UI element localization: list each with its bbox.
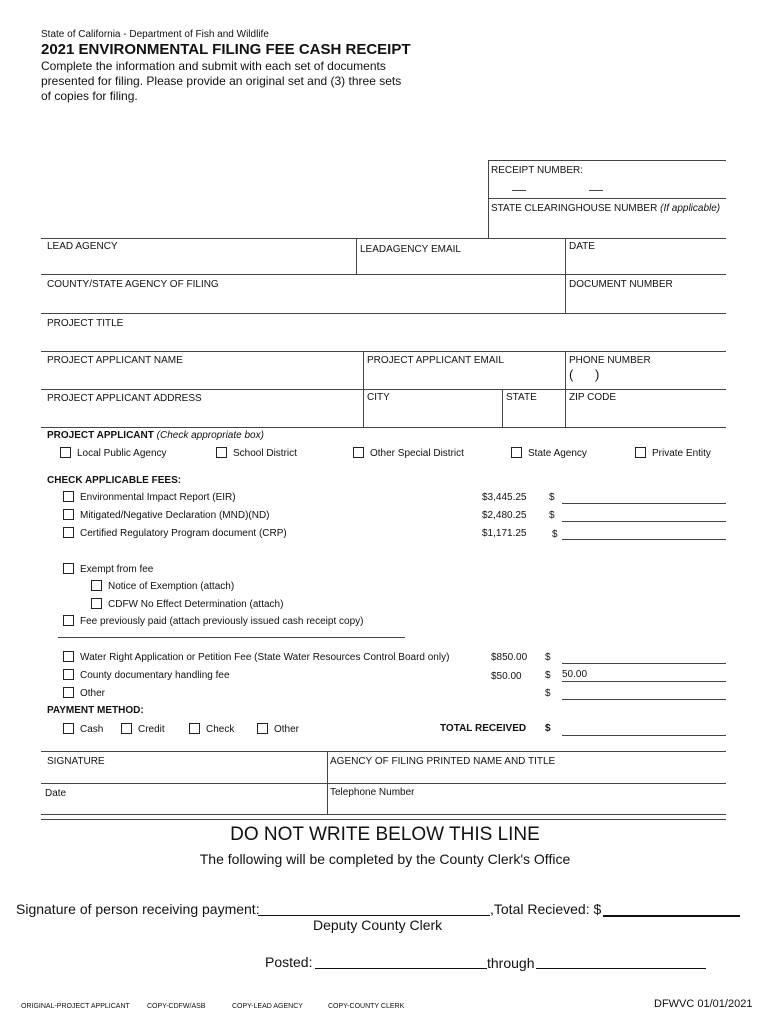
lead-agency-email-label: LEADAGENCY EMAIL <box>360 244 461 255</box>
posted-label: Posted: <box>265 954 313 970</box>
checkbox-pay-other[interactable] <box>257 723 268 734</box>
instructions-line-1: Complete the information and submit with each set of documents <box>41 59 386 73</box>
deputy-clerk-label: Deputy County Clerk <box>313 917 443 933</box>
form-id: DFWVC 01/01/2021 <box>654 998 753 1010</box>
fee-eir-amount: $3,445.25 <box>482 492 527 503</box>
city-label: CITY <box>367 392 390 403</box>
pay-check-label: Check <box>206 724 235 735</box>
date-signed-label: Date <box>45 788 67 799</box>
agency-name: State of California - Department of Fish and Wildlife <box>41 29 269 40</box>
fee-eir-dollar: $ <box>549 492 555 503</box>
checkbox-pay-credit[interactable] <box>121 723 132 734</box>
copy-lead-agency: COPY-LEAD AGENCY <box>232 1003 303 1010</box>
instructions-line-3: of copies for filing. <box>41 89 138 103</box>
checkbox-local-public-agency[interactable] <box>60 447 71 458</box>
phone-parens: ( ) <box>569 367 600 382</box>
checkbox-other-fee[interactable] <box>63 687 74 698</box>
option-state-agency: State Agency <box>528 448 587 459</box>
checkbox-county-handling[interactable] <box>63 669 74 680</box>
cdfw-no-effect-label: CDFW No Effect Determination (attach) <box>108 599 284 610</box>
fee-crp-input[interactable] <box>562 539 726 540</box>
clearinghouse-label: STATE CLEARINGHOUSE NUMBER (If applicable) <box>491 203 721 214</box>
fee-eir-label: Environmental Impact Report (EIR) <box>80 492 236 503</box>
total-recieved-label: ,Total Recieved: $ <box>490 901 602 917</box>
applicant-email-label: PROJECT APPLICANT EMAIL <box>367 355 504 366</box>
receipt-number-blank-1[interactable] <box>512 190 526 191</box>
lead-agency-label: LEAD AGENCY <box>47 241 118 252</box>
fee-mnd-amount: $2,480.25 <box>482 510 527 521</box>
fee-mnd-label: Mitigated/Negative Declaration (MND)(ND) <box>80 510 270 521</box>
fee-mnd-input[interactable] <box>562 521 726 522</box>
option-other-special-district: Other Special District <box>370 448 464 459</box>
total-recieved-input[interactable] <box>603 915 740 917</box>
instructions-line-2: presented for filing. Please provide an original set and (3) three sets <box>41 74 402 88</box>
county-handling-value[interactable]: 50.00 <box>562 669 588 680</box>
posted-from-input[interactable] <box>315 968 487 969</box>
fee-crp-dollar: $ <box>552 529 558 540</box>
checkbox-crp[interactable] <box>63 527 74 538</box>
signature-receiving-input[interactable] <box>258 915 490 916</box>
phone-number-label: PHONE NUMBER <box>569 355 651 366</box>
pay-cash-label: Cash <box>80 724 104 735</box>
water-right-dollar: $ <box>545 652 551 663</box>
project-title-label: PROJECT TITLE <box>47 318 124 329</box>
applicant-address-label: PROJECT APPLICANT ADDRESS <box>47 393 202 404</box>
county-handling-label: County documentary handling fee <box>80 670 230 681</box>
county-handling-dollar: $ <box>545 670 551 681</box>
checkbox-other-special-district[interactable] <box>353 447 364 458</box>
fee-mnd-dollar: $ <box>549 510 555 521</box>
fees-label: CHECK APPLICABLE FEES: <box>47 475 182 486</box>
other-fee-input[interactable] <box>562 699 726 700</box>
signature-receiving-label: Signature of person receiving payment: <box>16 901 260 917</box>
fee-previously-paid-label: Fee previously paid (attach previously issued cash receipt copy) <box>80 616 364 627</box>
checkbox-mnd[interactable] <box>63 509 74 520</box>
copy-cdfw: COPY-CDFW/ASB <box>147 1003 206 1010</box>
through-label: through <box>487 955 535 971</box>
total-received-dollar: $ <box>545 723 551 734</box>
copy-county-clerk: COPY-COUNTY CLERK <box>328 1003 405 1010</box>
total-received-label: TOTAL RECEIVED <box>440 723 527 734</box>
pay-credit-label: Credit <box>138 724 165 735</box>
previous-receipt-input[interactable] <box>58 637 405 638</box>
clerk-instructions: The following will be completed by the County Clerk's Office <box>199 851 571 867</box>
option-private-entity: Private Entity <box>652 448 711 459</box>
document-number-label: DOCUMENT NUMBER <box>569 279 673 290</box>
option-school-district: School District <box>233 448 297 459</box>
water-right-input[interactable] <box>562 663 726 664</box>
checkbox-notice-exemption[interactable] <box>91 580 102 591</box>
checkbox-pay-check[interactable] <box>189 723 200 734</box>
copy-original-applicant: ORIGINAL-PROJECT APPLICANT <box>21 1003 130 1010</box>
zip-code-label: ZIP CODE <box>569 392 617 403</box>
checkbox-fee-previously-paid[interactable] <box>63 615 74 626</box>
checkbox-exempt[interactable] <box>63 563 74 574</box>
checkbox-state-agency[interactable] <box>511 447 522 458</box>
water-right-label: Water Right Application or Petition Fee (State Water Resources Control Board only) <box>80 652 450 663</box>
notice-exemption-label: Notice of Exemption (attach) <box>108 581 235 592</box>
checkbox-private-entity[interactable] <box>635 447 646 458</box>
do-not-write-heading: DO NOT WRITE BELOW THIS LINE <box>230 824 540 845</box>
applicant-type-label: PROJECT APPLICANT (Check appropriate box) <box>47 430 264 441</box>
posted-to-input[interactable] <box>536 968 706 969</box>
checkbox-water-right[interactable] <box>63 651 74 662</box>
exempt-label: Exempt from fee <box>80 564 154 575</box>
other-fee-dollar: $ <box>545 688 551 699</box>
state-label: STATE <box>506 392 537 403</box>
checkbox-eir[interactable] <box>63 491 74 502</box>
payment-method-label: PAYMENT METHOD: <box>47 705 144 716</box>
water-right-amount: $850.00 <box>491 652 528 663</box>
fee-crp-amount: $1,171.25 <box>482 528 527 539</box>
form-title: 2021 ENVIRONMENTAL FILING FEE CASH RECEIPT <box>41 41 411 58</box>
fee-crp-label: Certified Regulatory Program document (CRP) <box>80 528 287 539</box>
signature-label: SIGNATURE <box>47 756 105 767</box>
telephone-label: Telephone Number <box>330 787 415 798</box>
checkbox-pay-cash[interactable] <box>63 723 74 734</box>
checkbox-cdfw-no-effect[interactable] <box>91 598 102 609</box>
agency-printed-label: AGENCY OF FILING PRINTED NAME AND TITLE <box>330 756 556 767</box>
receipt-number-label: RECEIPT NUMBER: <box>491 165 584 176</box>
option-local-public-agency: Local Public Agency <box>77 448 167 459</box>
receipt-number-blank-2[interactable] <box>589 190 603 191</box>
total-received-input[interactable] <box>562 735 726 736</box>
other-fee-label: Other <box>80 688 106 699</box>
checkbox-school-district[interactable] <box>216 447 227 458</box>
date-label: DATE <box>569 241 595 252</box>
county-handling-amount: $50.00 <box>491 671 522 682</box>
applicant-name-label: PROJECT APPLICANT NAME <box>47 355 183 366</box>
county-agency-label: COUNTY/STATE AGENCY OF FILING <box>47 279 219 290</box>
fee-eir-input[interactable] <box>562 503 726 504</box>
pay-other-label: Other <box>274 724 300 735</box>
